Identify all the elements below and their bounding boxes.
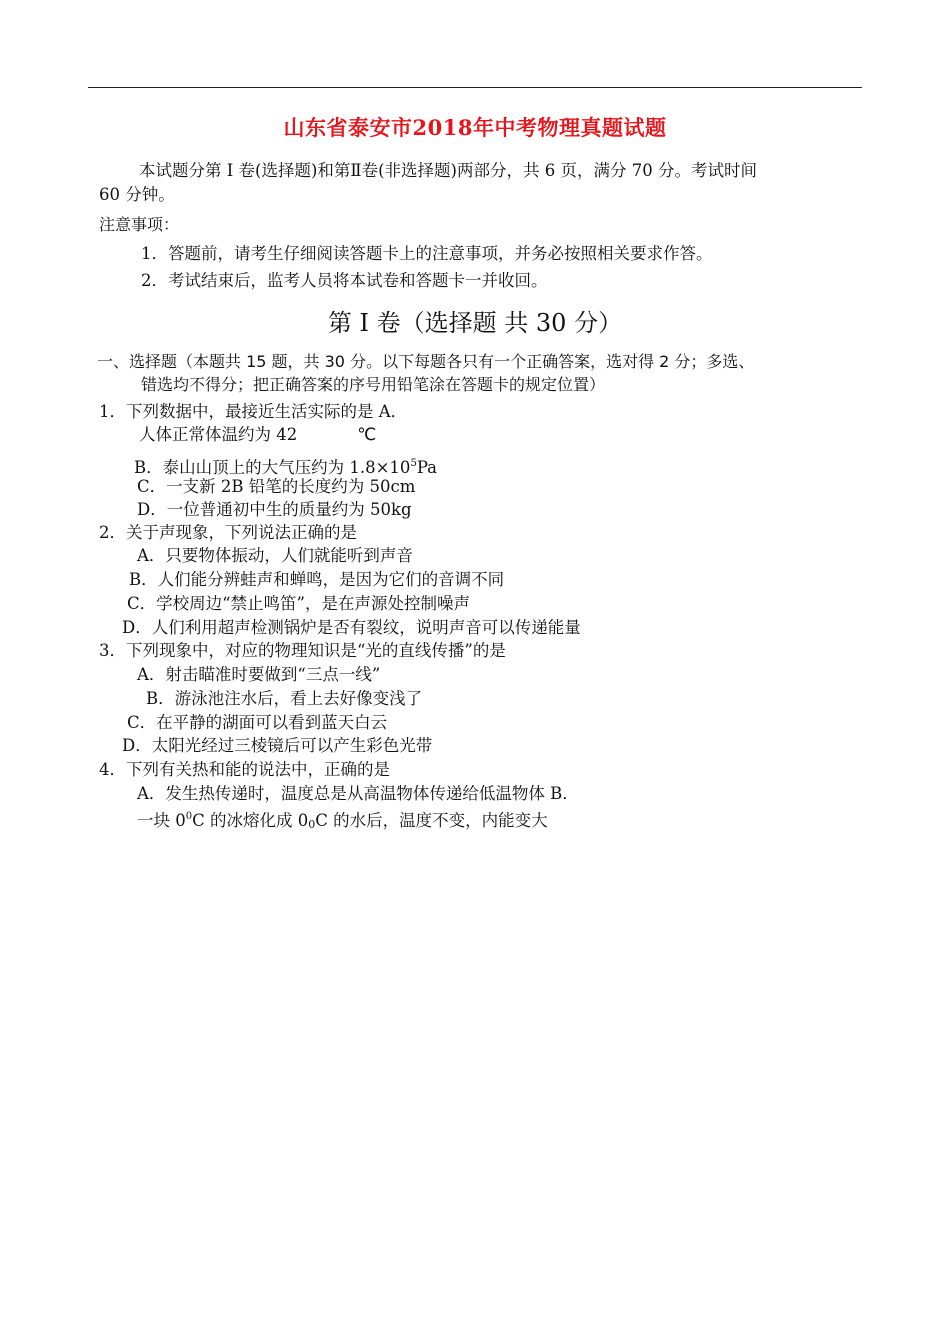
q3-stem: 3．下列现象中，对应的物理知识是“光的直线传播”的是 [99,641,506,660]
q4-option-b-degree: 0 [185,811,193,822]
header-rule [88,87,862,88]
q4-option-b [137,806,548,836]
q1-option-a [139,424,376,446]
q1-option-a-text: 人体正常体温约为 42 [139,425,298,444]
q3-option-c: C．在平静的湖面可以看到蓝天白云 [127,713,388,732]
q1-option-a-unit: ℃ [357,425,377,445]
q2-stem: 2．关于声现象，下列说法正确的是 [99,523,357,542]
notes-heading: 注意事项： [99,215,180,234]
q2-option-b: B．人们能分辨蛙声和蝉鸣，是因为它们的音调不同 [129,570,505,589]
q3-option-a: A．射击瞄准时要做到“三点一线” [137,665,381,684]
q1-option-b-unit: Pa [416,458,438,477]
note-1: 1．答题前，请考生仔细阅读答题卡上的注意事项，并务必按照相关要求作答。 [141,244,713,263]
part1-instructions-line1: 一、选择题（本题共 15 题，共 30 分。以下每题各只有一个正确答案，选对得 2 分；多选、 [97,352,755,371]
q4-option-b-subscript: 0 [308,818,316,831]
page-title: 山东省泰安市2018年中考物理真题试题 [283,115,667,140]
q1-option-b-text: B．泰山山顶上的大气压约为 1.8×10 [134,458,411,477]
q1-option-c: C．一支新 2B 铅笔的长度约为 50cm [137,477,416,496]
q4-option-b-text-post: C 的水后，温度不变，内能变大 [315,811,548,830]
section-title: 第 I 卷（选择题 共 30 分） [327,309,623,337]
q2-option-d: D．人们利用超声检测锅炉是否有裂纹，说明声音可以传递能量 [122,618,581,637]
q4-option-b-text-mid: C 的冰熔化成 0 [192,811,309,830]
q2-option-a: A．只要物体振动，人们就能听到声音 [137,546,413,565]
intro-text-line1: 本试题分第 I 卷(选择题)和第Ⅱ卷(非选择题)两部分，共 6 页，满分 70 分。考试时间 [139,161,757,180]
q1-option-d: D．一位普通初中生的质量约为 50kg [137,500,412,519]
q2-option-c: C．学校周边“禁止鸣笛”，是在声源处控制噪声 [127,594,470,613]
part1-instructions-line2: 错选均不得分；把正确答案的序号用铅笔涂在答题卡的规定位置） [141,375,606,394]
q4-option-a: A．发生热传递时，温度总是从高温物体传递给低温物体 B． [137,784,579,803]
q1-option-b-exponent: 5 [410,458,417,469]
q3-option-b: B．游泳池注水后，看上去好像变浅了 [146,689,423,708]
q1-stem: 1．下列数据中，最接近生活实际的是 A． [99,402,408,421]
q4-stem: 4．下列有关热和能的说法中，正确的是 [99,760,390,779]
intro-text-line2: 60 分钟。 [99,185,175,204]
q3-option-d: D．太阳光经过三棱镜后可以产生彩色光带 [122,736,433,755]
note-2: 2．考试结束后，监考人员将本试卷和答题卡一并收回。 [141,271,548,290]
q4-option-b-text-pre: 一块 0 [137,811,186,830]
